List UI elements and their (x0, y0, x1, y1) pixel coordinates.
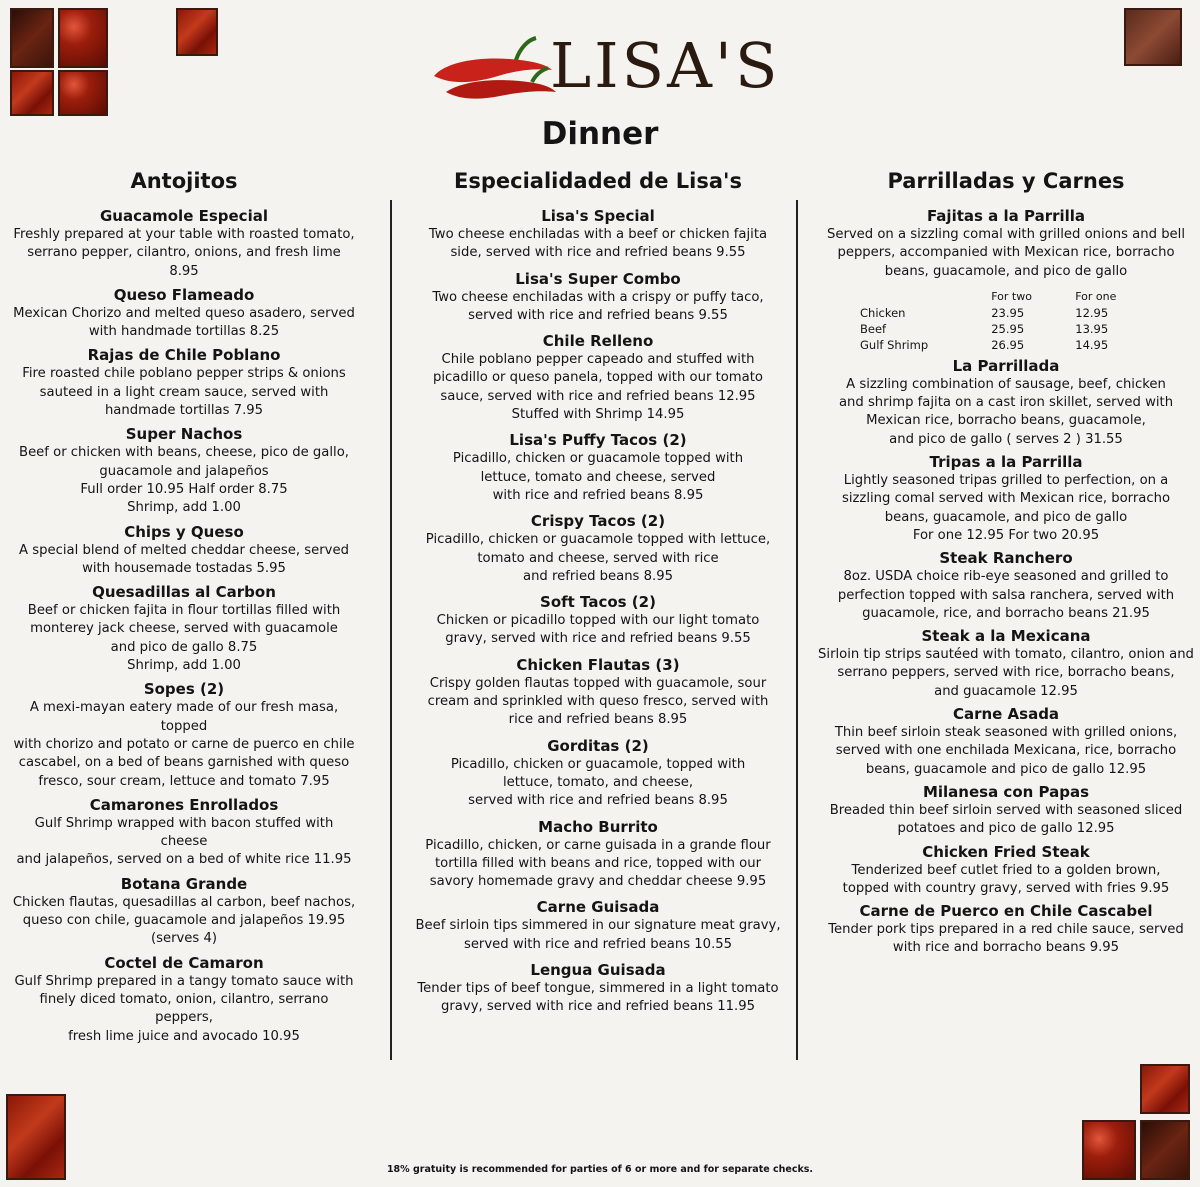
item-name: Carne Asada (952, 705, 1060, 724)
menu-item (818, 626, 1194, 701)
item-name: Lisa's Puffy Tacos (2) (509, 431, 687, 450)
item-name: Milanesa con Papas (922, 782, 1090, 801)
menu-item (12, 679, 356, 790)
item-description: A sizzling combination of sausage, beef, chicken and shrimp fajita on a cast iron skillet, served with Mexican rice, borracho beans, guacamole, and pico de gallo ( serves 2 ) 31.55 (838, 376, 1174, 447)
menu-item (12, 795, 356, 870)
table-cell: 13.95 (1075, 321, 1109, 336)
item-description: Freshly prepared at your table with roasted tomato, serrano pepper, cilantro, onions, and fresh lime 8.95 (13, 227, 355, 279)
item-name: Guacamole Especial (100, 207, 268, 225)
item-description: Gulf Shrimp prepared in a tangy tomato sauce with finely diced tomato, onion, cilantro, serrano peppers, fresh lime juice and avocado 10.95 (14, 973, 354, 1044)
item-description: Served on a sizzling comal with grilled onions and bell peppers, accompanied with Mexican rice, borracho beans, guacamole, and pico de gallo (826, 227, 1186, 279)
item-name: Carne de Puerco en Chile Cascabel (859, 902, 1153, 921)
menu-item (818, 782, 1194, 839)
menu-item (12, 582, 356, 675)
item-description: Picadillo, chicken or guacamole, topped with lettuce, tomato, and cheese, served with rice and refried beans 8.95 (450, 756, 746, 809)
item-description: 8oz. USDA choice rib-eye seasoned and grilled to perfection topped with salsa ranchera, served with guacamole, rice, and borracho beans 21.95 (837, 569, 1175, 621)
item-name: Gorditas (2) (547, 736, 649, 755)
item-name: Coctel de Camaron (104, 953, 264, 972)
item-description: Beef sirloin tips simmered in our signature meat gravy, served with rice and refried beans 10.55 (415, 918, 781, 952)
page-title: Dinner (541, 116, 659, 152)
item-name: Steak Ranchero (939, 549, 1073, 568)
chile-pepper-icon (428, 30, 560, 104)
table-header: For two (991, 289, 1032, 303)
brand-name: LISA'S (550, 29, 781, 102)
menu-item (818, 452, 1194, 545)
menu-item (12, 345, 356, 420)
menu-item (12, 206, 356, 281)
item-description: Thin beef sirloin steak seasoned with grilled onions, served with one enchilada Mexicana, rice, borracho beans, guacamole and pico de gallo 12.95 (834, 725, 1178, 777)
item-description: Picadillo, chicken or guacamole topped with lettuce, tomato and cheese, served with rice and refried beans 8.95 (452, 451, 744, 503)
menu-item (818, 206, 1194, 353)
table-row (856, 337, 1156, 353)
menu-item (410, 897, 786, 954)
column-divider (796, 200, 798, 1060)
item-description: Beef or chicken with beans, cheese, pico de gallo, guacamole and jalapeños Full order 10.95 Half order 8.75 Shrimp, add 1.00 (19, 445, 349, 516)
menu-column-parrilladas (818, 162, 1194, 958)
menu-column-antojitos (12, 162, 356, 1046)
item-name: Steak a la Mexicana (921, 627, 1091, 646)
section-title: Parrilladas y Carnes (887, 169, 1125, 193)
table-header (856, 289, 987, 305)
item-description: Picadillo, chicken or guacamole topped with lettuce, tomato and cheese, served with rice and refried beans 8.95 (425, 532, 771, 584)
item-description: Tenderized beef cutlet fried to a golden brown, topped with country gravy, served with fries 9.95 (842, 862, 1170, 896)
menu-item (410, 511, 786, 586)
table-cell: Chicken (860, 305, 906, 320)
item-name: Crispy Tacos (2) (530, 512, 666, 531)
item-name: Super Nachos (125, 425, 243, 444)
item-name: Rajas de Chile Poblano (87, 346, 281, 365)
menu-item (410, 331, 786, 424)
item-description: Chicken or picadillo topped with our light tomato gravy, served with rice and refried beans 9.55 (436, 613, 760, 647)
item-name: Tripas a la Parrilla (929, 453, 1083, 472)
menu-item (818, 548, 1194, 623)
menu-item (12, 424, 356, 517)
section-title: Especialidaded de Lisa's (454, 169, 742, 193)
item-name: Chicken Fried Steak (922, 842, 1090, 861)
item-description: Crispy golden flautas topped with guacamole, sour cream and sprinkled with queso fresco, served with rice and refried beans 8.95 (427, 675, 769, 728)
column-divider (390, 200, 392, 1060)
table-row (856, 305, 1156, 321)
item-name: Chicken Flautas (3) (516, 655, 680, 674)
item-description: Two cheese enchiladas with a crispy or puffy taco, served with rice and refried beans 9.55 (432, 289, 764, 323)
menu-item (410, 960, 786, 1017)
menu-item (410, 817, 786, 892)
item-name: Chile Relleno (542, 332, 654, 351)
table-cell: 26.95 (991, 337, 1025, 352)
menu-item (12, 874, 356, 949)
decorative-tile (1140, 1064, 1190, 1114)
menu-item (410, 655, 786, 730)
item-name: Botana Grande (120, 874, 248, 893)
item-name: Carne Guisada (536, 898, 660, 917)
menu-item (818, 842, 1194, 899)
menu-item (12, 285, 356, 342)
item-name: Macho Burrito (538, 817, 658, 836)
menu-item (410, 269, 786, 326)
item-description: Picadillo, chicken, or carne guisada in a grande flour tortilla filled with beans and rice, topped with our savory homemade gravy and cheddar cheese 9.95 (425, 837, 771, 890)
item-description: A mexi-mayan eatery made of our fresh masa, topped with chorizo and potato or carne de puerco en chile cascabel, on a bed of beans garnished with queso fresco, sour cream, lettuce and tomato 7.95 (13, 700, 355, 789)
item-description: Sirloin tip strips sautéed with tomato, cilantro, onion and serrano peppers, served with rice, borracho beans, and guacamole 12.95 (818, 647, 1194, 699)
menu-item (12, 953, 356, 1046)
table-header-row (856, 289, 1156, 305)
item-description: Lightly seasoned tripas grilled to perfection, on a sizzling comal served with Mexican rice, borracho beans, guacamole, and pico de gallo For one 12.95 For two 20.95 (841, 473, 1171, 543)
item-description: Breaded thin beef sirloin served with seasoned sliced potatoes and pico de gallo 12.95 (829, 802, 1183, 837)
menu-column-especialidades (410, 162, 786, 1017)
item-description: Fire roasted chile poblano pepper strips & onions sauteed in a light cream sauce, served with handmade tortillas 7.95 (22, 366, 346, 419)
item-name: Sopes (2) (143, 680, 225, 699)
menu-item (410, 430, 786, 505)
fajitas-price-table (856, 289, 1156, 353)
item-description: Gulf Shrimp wrapped with bacon stuffed with cheese and jalapeños, served on a bed of white rice 11.95 (16, 815, 352, 868)
table-cell: 14.95 (1075, 337, 1109, 352)
item-name: Quesadillas al Carbon (92, 583, 276, 602)
item-description: A special blend of melted cheddar cheese, served with housemade tostadas 5.95 (19, 542, 349, 576)
menu-item (410, 592, 786, 649)
menu-item (12, 522, 356, 579)
menu-item (818, 901, 1194, 958)
menu-item (410, 736, 786, 811)
item-name: Lengua Guisada (530, 961, 666, 980)
item-name: Lisa's Super Combo (515, 269, 681, 288)
menu-item (818, 356, 1194, 449)
menu-item (818, 704, 1194, 779)
item-name: Chips y Queso (124, 522, 244, 541)
item-description: Beef or chicken fajita in flour tortillas filled with monterey jack cheese, served with guacamole and pico de gallo 8.75 Shrimp, add 1.00 (27, 603, 341, 674)
item-description: Tender tips of beef tongue, simmered in a light tomato gravy, served with rice and refried beans 11.95 (417, 981, 779, 1015)
table-cell: 23.95 (991, 305, 1025, 320)
item-name: Lisa's Special (541, 207, 655, 225)
item-description: Chicken flautas, quesadillas al carbon, beef nachos, queso con chile, guacamole and jalapeños 19.95 (serves 4) (12, 894, 356, 947)
item-name: Soft Tacos (2) (540, 593, 656, 612)
table-cell: 12.95 (1075, 305, 1109, 320)
section-title: Antojitos (130, 169, 238, 193)
table-cell: Beef (860, 321, 887, 336)
item-name: Fajitas a la Parrilla (926, 207, 1086, 225)
gratuity-note: 18% gratuity is recommended for parties of 6 or more and for separate checks. (386, 1164, 814, 1175)
item-description: Two cheese enchiladas with a beef or chicken fajita side, served with rice and refried beans 9.55 (428, 227, 768, 261)
table-row (856, 321, 1156, 337)
item-description: Chile poblano pepper capeado and stuffed with picadillo or queso panela, topped with our tomato sauce, served with rice and refried beans 12.95 Stuffed with Shrimp 14.95 (433, 352, 763, 423)
brand-logo (0, 18, 1200, 102)
item-name: La Parrillada (952, 356, 1060, 375)
table-header: For one (1075, 289, 1117, 303)
item-name: Camarones Enrollados (89, 795, 279, 814)
item-name: Queso Flameado (113, 285, 255, 304)
menu-item (410, 206, 786, 263)
table-cell: 25.95 (991, 321, 1025, 336)
table-cell: Gulf Shrimp (860, 337, 929, 352)
item-description: Mexican Chorizo and melted queso asadero, served with handmade tortillas 8.25 (13, 305, 355, 340)
item-description: Tender pork tips prepared in a red chile sauce, served with rice and borracho beans 9.95 (828, 922, 1184, 956)
